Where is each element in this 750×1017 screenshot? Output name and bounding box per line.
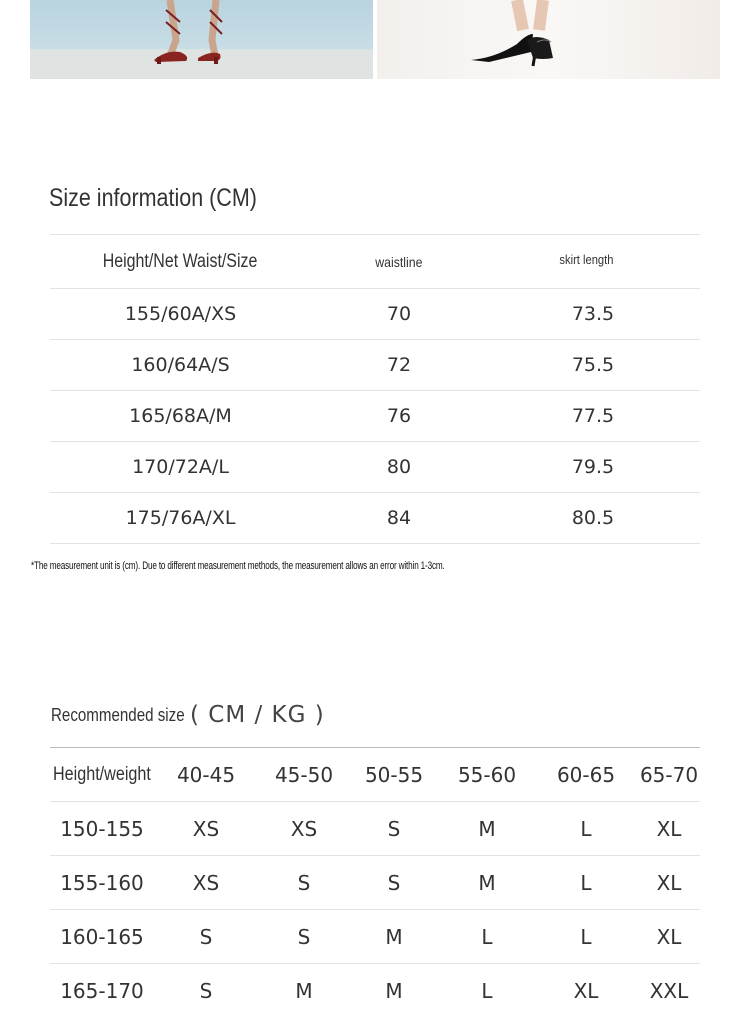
size-information-title: Size information (CM) (49, 184, 257, 212)
recommended-size-unit: ( CM / KG ) (190, 702, 325, 728)
sandals-photo-icon (30, 0, 373, 79)
size-cell: XL (656, 816, 682, 841)
size-cell: XL (656, 870, 682, 895)
header-height-waist-size: Height/Net Waist/Size (103, 250, 258, 272)
height-range-cell: 150-155 (60, 816, 144, 841)
table-header-row (50, 234, 700, 288)
header-weight-range: 50-55 (364, 762, 424, 787)
table-row (50, 855, 700, 909)
skirt-length-cell: 75.5 (571, 354, 615, 376)
product-photos (30, 0, 720, 79)
waistline-cell: 70 (386, 303, 412, 325)
skirt-length-cell: 77.5 (571, 405, 615, 427)
size-cell: XS (290, 816, 318, 841)
strappy-sandals-photo (30, 0, 373, 79)
measurement-note: *The measurement unit is (cm). Due to different measurement methods, the measurement allows an error within 1-3cm. (31, 560, 445, 572)
size-cell: 155/60A/XS (124, 303, 237, 325)
waistline-cell: 72 (386, 354, 412, 376)
size-cell: L (481, 924, 493, 949)
size-cell: S (387, 870, 401, 895)
table-row (50, 963, 700, 1017)
size-cell: S (199, 978, 213, 1003)
header-weight-range: 60-65 (556, 762, 616, 787)
size-cell: XS (192, 816, 220, 841)
size-cell: 175/76A/XL (125, 507, 236, 529)
size-cell: L (481, 978, 493, 1003)
size-cell: 165/68A/M (129, 405, 232, 427)
size-cell: L (580, 924, 592, 949)
size-cell: XXL (649, 978, 689, 1003)
size-cell: XL (656, 924, 682, 949)
heels-photo-icon (377, 0, 720, 79)
size-cell: XS (192, 870, 220, 895)
size-cell: S (297, 924, 311, 949)
waistline-cell: 76 (386, 405, 412, 427)
size-cell: M (295, 978, 313, 1003)
size-cell: M (385, 978, 403, 1003)
size-cell: 160/64A/S (131, 354, 230, 376)
table-row (50, 909, 700, 963)
header-skirt-length: skirt length (558, 252, 614, 267)
size-cell: S (387, 816, 401, 841)
height-range-cell: 155-160 (60, 870, 144, 895)
table-row (50, 801, 700, 855)
skirt-length-cell: 73.5 (571, 303, 615, 325)
table-row (50, 339, 700, 390)
waistline-cell: 80 (386, 456, 412, 478)
header-height-weight: Height/weight (53, 763, 151, 785)
size-cell: S (297, 870, 311, 895)
table-header-row (50, 747, 700, 801)
size-cell: 170/72A/L (132, 456, 229, 478)
recommended-size-title (51, 702, 325, 728)
size-cell: L (580, 816, 592, 841)
header-weight-range: 65-70 (639, 762, 699, 787)
size-cell: M (478, 816, 496, 841)
size-information-table (50, 234, 700, 544)
header-waistline: waistline (375, 253, 423, 270)
waistline-cell: 84 (386, 507, 412, 529)
size-cell: L (580, 870, 592, 895)
table-row (50, 288, 700, 339)
header-weight-range: 55-60 (457, 762, 517, 787)
height-range-cell: 165-170 (60, 978, 144, 1003)
table-row (50, 441, 700, 492)
table-row (50, 390, 700, 441)
skirt-length-cell: 80.5 (571, 507, 615, 529)
recommended-size-table (50, 747, 700, 1017)
recommended-size-label: Recommended size (51, 704, 185, 725)
size-cell: M (478, 870, 496, 895)
header-weight-range: 40-45 (176, 762, 236, 787)
size-cell: S (199, 924, 213, 949)
size-cell: M (385, 924, 403, 949)
table-row (50, 492, 700, 544)
header-weight-range: 45-50 (274, 762, 334, 787)
skirt-length-cell: 79.5 (571, 456, 615, 478)
pointed-heels-photo (377, 0, 720, 79)
height-range-cell: 160-165 (60, 924, 144, 949)
size-cell: XL (573, 978, 599, 1003)
